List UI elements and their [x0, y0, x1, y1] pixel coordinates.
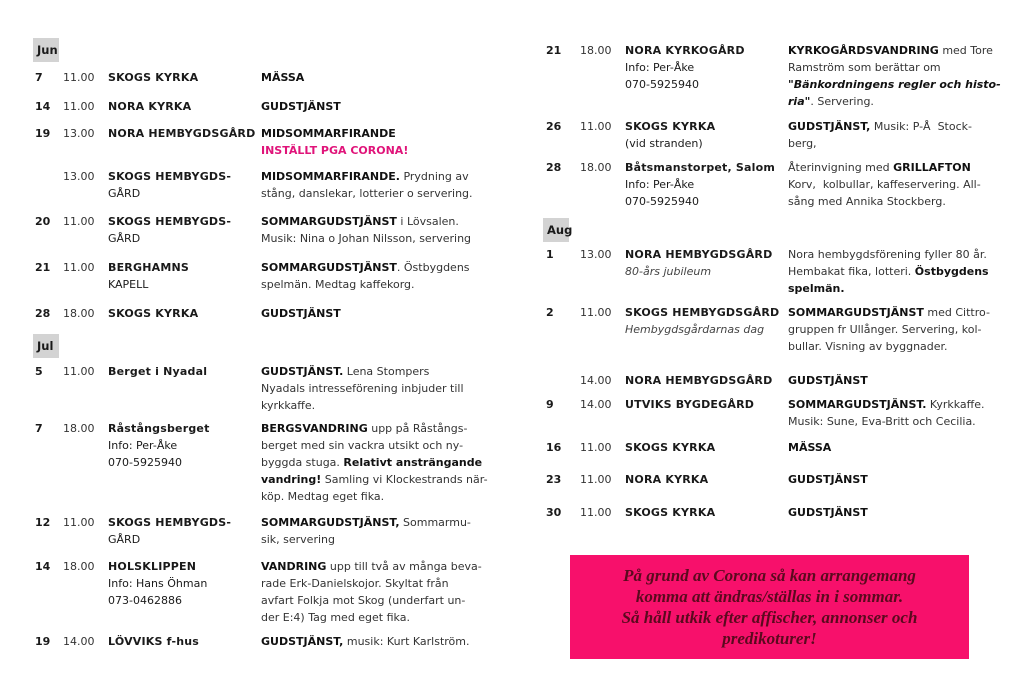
description-line [788, 280, 989, 297]
description-line [788, 246, 989, 263]
event-day: 7 [35, 71, 43, 84]
description-line [788, 59, 1001, 76]
notice-line: komma att ändras/ställas in i sommar. [635, 587, 904, 606]
description-highlight: SOMMARGUDSTJÄNST. [788, 398, 927, 411]
description-highlight: MIDSOMMARFIRANDE [261, 127, 396, 140]
description-line [788, 372, 868, 389]
event-place [108, 514, 231, 548]
description-highlight: GRILLAFTON [893, 161, 971, 174]
description-line [261, 125, 408, 142]
description-line [261, 380, 464, 397]
event-time: 18.00 [63, 422, 95, 435]
description-line [261, 185, 473, 202]
event-place-line: Råstångsberget [108, 422, 210, 435]
event-place-line: 070-5925940 [108, 456, 182, 469]
description-line [261, 98, 341, 115]
description-highlight: SOMMARGUDSTJÄNST [261, 261, 397, 274]
event-place-line: SKOGS KYRKA [108, 71, 199, 84]
event-description [261, 69, 304, 86]
description-line [788, 263, 989, 280]
event-place [625, 396, 754, 413]
event-day: 14 [35, 100, 51, 113]
event-place-line: SKOGS KYRKA [108, 307, 199, 320]
event-place [108, 305, 198, 322]
description-line [261, 230, 471, 247]
event-place-line: HOLSKLIPPEN [108, 560, 197, 573]
event-day: 28 [546, 161, 562, 174]
event-time: 11.00 [63, 215, 95, 228]
description-highlight: VANDRING [261, 560, 327, 573]
event-place-line: Båtsmanstorpet, Salom [625, 161, 776, 174]
event-place [625, 504, 715, 521]
event-day: 9 [546, 398, 554, 411]
event-day: 1 [546, 248, 554, 261]
event-day: 12 [35, 516, 51, 529]
description-text: der E:4) Tag med eget fika. [261, 611, 410, 624]
description-text: byggda stuga. [261, 456, 344, 469]
event-time: 11.00 [63, 100, 95, 113]
description-line [788, 338, 990, 355]
notice-line: Så håll utkik efter affischer, annonser och [621, 608, 918, 627]
description-line [788, 118, 972, 135]
event-time: 14.00 [63, 635, 95, 648]
event-time: 14.00 [580, 374, 612, 387]
description-line [261, 259, 470, 276]
description-line [788, 93, 1001, 110]
description-text: Nyadals intresseförening inbjuder till [261, 382, 464, 395]
description-highlight: GUDSTJÄNST, [261, 635, 344, 648]
description-line [261, 397, 464, 414]
event-description [788, 118, 972, 152]
description-line [788, 76, 1001, 93]
event-place-line: SKOGS HEMBYGDS- [108, 516, 232, 529]
event-time: 11.00 [63, 71, 95, 84]
description-text: spelmän. Medtag kaffekorg. [261, 278, 415, 291]
event-description [261, 420, 488, 505]
event-place [108, 69, 198, 86]
event-time: 13.00 [580, 248, 612, 261]
event-description [261, 363, 464, 414]
event-place-line: NORA KYRKOGÅRD [625, 44, 745, 57]
event-day: 28 [35, 307, 51, 320]
event-place-line: Info: Per-Åke [625, 178, 695, 191]
event-place [625, 42, 745, 93]
event-place [108, 168, 231, 202]
event-description [788, 246, 989, 297]
event-time: 18.00 [63, 307, 95, 320]
description-highlight: BERGSVANDRING [261, 422, 368, 435]
description-line [261, 420, 488, 437]
description-text: berg, [788, 137, 817, 150]
event-day: 23 [546, 473, 562, 486]
corona-notice-text [622, 565, 918, 649]
description-text: sik, servering [261, 533, 335, 546]
event-time: 13.00 [63, 170, 95, 183]
event-place [108, 98, 191, 115]
description-text: Sommarmu- [399, 516, 471, 529]
month-header-aug: Aug [543, 218, 569, 242]
description-highlight: "Bänkordningens regler och histo- [788, 78, 1001, 91]
event-day: 5 [35, 365, 43, 378]
event-place-line: Berget i Nyadal [108, 365, 208, 378]
description-text: Musik: Nina o Johan Nilsson, servering [261, 232, 472, 245]
event-place-line: NORA HEMBYGDSGÅRD [625, 248, 773, 261]
event-description [788, 396, 985, 430]
description-highlight: GUDSTJÄNST, [788, 120, 871, 133]
description-highlight: INSTÄLLT PGA CORONA! [261, 144, 409, 157]
event-place-line: SKOGS KYRKA [625, 120, 716, 133]
description-highlight: SOMMARGUDSTJÄNST, [261, 516, 400, 529]
description-text: upp till två av många beva- [326, 560, 482, 573]
description-highlight: MÄSSA [788, 441, 832, 454]
description-line [261, 558, 482, 575]
description-text: bullar. Visning av byggnader. [788, 340, 948, 353]
event-place-line: SKOGS HEMBYGDS- [108, 170, 232, 183]
event-place [625, 304, 779, 338]
description-text: med Tore [938, 44, 993, 57]
event-place [625, 159, 775, 210]
description-text: köp. Medtag eget fika. [261, 490, 385, 503]
event-place-line: 073-0462886 [108, 594, 182, 607]
event-place-line: 070-5925940 [625, 195, 699, 208]
event-description [261, 168, 473, 202]
description-line [788, 504, 868, 521]
description-highlight: GUDSTJÄNST [788, 473, 868, 486]
event-description [788, 304, 990, 355]
event-description [261, 213, 471, 247]
event-place-line: 80-års jubileum [625, 265, 712, 278]
event-place-line: NORA HEMBYGDSGÅRD [108, 127, 256, 140]
description-text: avfart Folkja mot Skog (underfart un- [261, 594, 466, 607]
event-place [108, 420, 210, 471]
event-place-line: KAPELL [108, 278, 149, 291]
notice-line: predikoturer! [722, 629, 817, 648]
event-day: 19 [35, 635, 51, 648]
event-day: 19 [35, 127, 51, 140]
description-line [788, 304, 990, 321]
description-line [261, 213, 471, 230]
event-time: 18.00 [63, 560, 95, 573]
event-description [788, 372, 868, 389]
description-line [261, 276, 470, 293]
description-highlight: vandring! [261, 473, 322, 486]
description-line [261, 454, 488, 471]
description-highlight: GUDSTJÄNST [788, 506, 868, 519]
description-highlight: MIDSOMMARFIRANDE. [261, 170, 400, 183]
event-day: 26 [546, 120, 562, 133]
event-time: 11.00 [63, 261, 95, 274]
event-place-line: 070-5925940 [625, 78, 699, 91]
description-highlight: spelmän. [788, 282, 845, 295]
event-time: 18.00 [580, 161, 612, 174]
description-text: sång med Annika Stockberg. [788, 195, 946, 208]
event-time: 18.00 [580, 44, 612, 57]
description-text: Musik: P-Å Stock- [870, 120, 972, 133]
event-time: 11.00 [580, 473, 612, 486]
event-day: 16 [546, 441, 562, 454]
event-place [108, 633, 199, 650]
event-place-line: SKOGS KYRKA [625, 441, 716, 454]
description-line [261, 363, 464, 380]
event-place-line: SKOGS HEMBYGDSGÅRD [625, 306, 780, 319]
corona-notice-box [570, 555, 969, 659]
description-line [788, 193, 981, 210]
description-text: Ramström som berättar om [788, 61, 941, 74]
event-place [625, 439, 715, 456]
event-description [261, 558, 482, 626]
event-description [788, 159, 981, 210]
event-place-line: SKOGS HEMBYGDS- [108, 215, 232, 228]
event-place-line: GÅRD [108, 187, 141, 200]
description-line [788, 176, 981, 193]
event-description [788, 42, 1001, 110]
description-text: Prydning av [399, 170, 469, 183]
description-highlight: SOMMARGUDSTJÄNST [261, 215, 397, 228]
description-highlight: ria" [788, 95, 811, 108]
event-place-line: UTVIKS BYGDEGÅRD [625, 398, 755, 411]
event-time: 11.00 [580, 506, 612, 519]
event-day: 7 [35, 422, 43, 435]
event-day: 14 [35, 560, 51, 573]
event-place-line: LÖVVIKS f-hus [108, 635, 200, 648]
description-text: i Lövsalen. [396, 215, 459, 228]
event-place [625, 118, 715, 152]
description-highlight: GUDSTJÄNST [261, 307, 341, 320]
description-highlight: SOMMARGUDSTJÄNST [788, 306, 924, 319]
description-text: Nora hembygdsförening fyller 80 år. [788, 248, 987, 261]
event-time: 11.00 [580, 441, 612, 454]
description-line [788, 159, 981, 176]
description-text: gruppen fr Ullånger. Servering, kol- [788, 323, 982, 336]
description-text: upp på Råstångs- [367, 422, 468, 435]
month-header-jul: Jul [33, 334, 59, 358]
description-text: Samling vi Klockestrands när- [321, 473, 488, 486]
event-place-line: NORA HEMBYGDSGÅRD [625, 374, 773, 387]
event-place [625, 372, 772, 389]
event-day: 21 [546, 44, 562, 57]
event-description [261, 98, 341, 115]
description-text: Hembakat fika, lotteri. [788, 265, 915, 278]
description-highlight: MÄSSA [261, 71, 305, 84]
description-text: Korv, kolbullar, kaffeservering. All- [788, 178, 981, 191]
event-description [261, 259, 470, 293]
event-place-line: (vid stranden) [625, 137, 703, 150]
description-line [788, 135, 972, 152]
event-place-line: GÅRD [108, 533, 141, 546]
description-highlight: GUDSTJÄNST. [261, 365, 344, 378]
description-text: berget med sin vackra utsikt och ny- [261, 439, 464, 452]
month-header-jun: Jun [33, 38, 59, 62]
event-place-line: SKOGS KYRKA [625, 506, 716, 519]
description-line [788, 396, 985, 413]
event-time: 11.00 [580, 306, 612, 319]
description-text: Återinvigning med [788, 161, 894, 174]
event-time: 13.00 [63, 127, 95, 140]
description-text: kyrkkaffe. [261, 399, 316, 412]
description-line [788, 413, 985, 430]
event-place [108, 125, 255, 142]
event-place-line: Hembygdsgårdarnas dag [625, 323, 765, 336]
description-line [261, 575, 482, 592]
event-place [625, 246, 772, 280]
description-highlight: KYRKOGÅRDSVANDRING [788, 44, 939, 57]
description-text: Kyrkkaffe. [926, 398, 985, 411]
event-place-line: BERGHAMNS [108, 261, 189, 274]
event-place-line: NORA KYRKA [108, 100, 192, 113]
description-line [788, 321, 990, 338]
event-time: 11.00 [63, 516, 95, 529]
event-place [108, 213, 231, 247]
event-time: 11.00 [63, 365, 95, 378]
description-line [788, 471, 868, 488]
description-line [261, 488, 488, 505]
description-line [788, 42, 1001, 59]
event-day: 20 [35, 215, 51, 228]
description-text: musik: Kurt Karlström. [343, 635, 470, 648]
event-day: 30 [546, 506, 562, 519]
description-line [261, 168, 473, 185]
description-text: . Östbygdens [396, 261, 470, 274]
description-text: rade Erk-Danielskojor. Skyltat från [261, 577, 449, 590]
description-line [261, 437, 488, 454]
event-description [261, 633, 470, 650]
description-text: med Cittro- [923, 306, 990, 319]
description-line [261, 514, 471, 531]
event-place-line: Info: Per-Åke [625, 61, 695, 74]
description-highlight: Relativt ansträngande [343, 456, 483, 469]
event-description [261, 514, 471, 548]
event-place-line: GÅRD [108, 232, 141, 245]
event-place-line: Info: Per-Åke [108, 439, 178, 452]
event-place [108, 363, 207, 380]
event-place [625, 471, 708, 488]
description-line [788, 439, 831, 456]
event-place-line: NORA KYRKA [625, 473, 709, 486]
description-highlight: GUDSTJÄNST [261, 100, 341, 113]
description-text: stång, danslekar, lotterier o servering. [261, 187, 473, 200]
event-description [788, 471, 868, 488]
description-highlight: Östbygdens [914, 265, 989, 278]
event-description [788, 439, 831, 456]
description-text: Lena Stompers [343, 365, 430, 378]
event-description [788, 504, 868, 521]
event-description [261, 305, 341, 322]
event-description [261, 125, 408, 159]
description-line [261, 471, 488, 488]
notice-line: På grund av Corona så kan arrangemang [623, 566, 916, 585]
event-day: 2 [546, 306, 554, 319]
description-line [261, 633, 470, 650]
event-place [108, 558, 207, 609]
event-place-line: Info: Hans Öhman [108, 577, 208, 590]
event-place [108, 259, 189, 293]
description-text: . Servering. [810, 95, 874, 108]
description-line [261, 609, 482, 626]
description-text: Musik: Sune, Eva-Britt och Cecilia. [788, 415, 976, 428]
event-day: 21 [35, 261, 51, 274]
description-line [261, 142, 408, 159]
description-line [261, 305, 341, 322]
event-time: 14.00 [580, 398, 612, 411]
description-highlight: GUDSTJÄNST [788, 374, 868, 387]
event-time: 11.00 [580, 120, 612, 133]
description-line [261, 69, 304, 86]
description-line [261, 592, 482, 609]
description-line [261, 531, 471, 548]
